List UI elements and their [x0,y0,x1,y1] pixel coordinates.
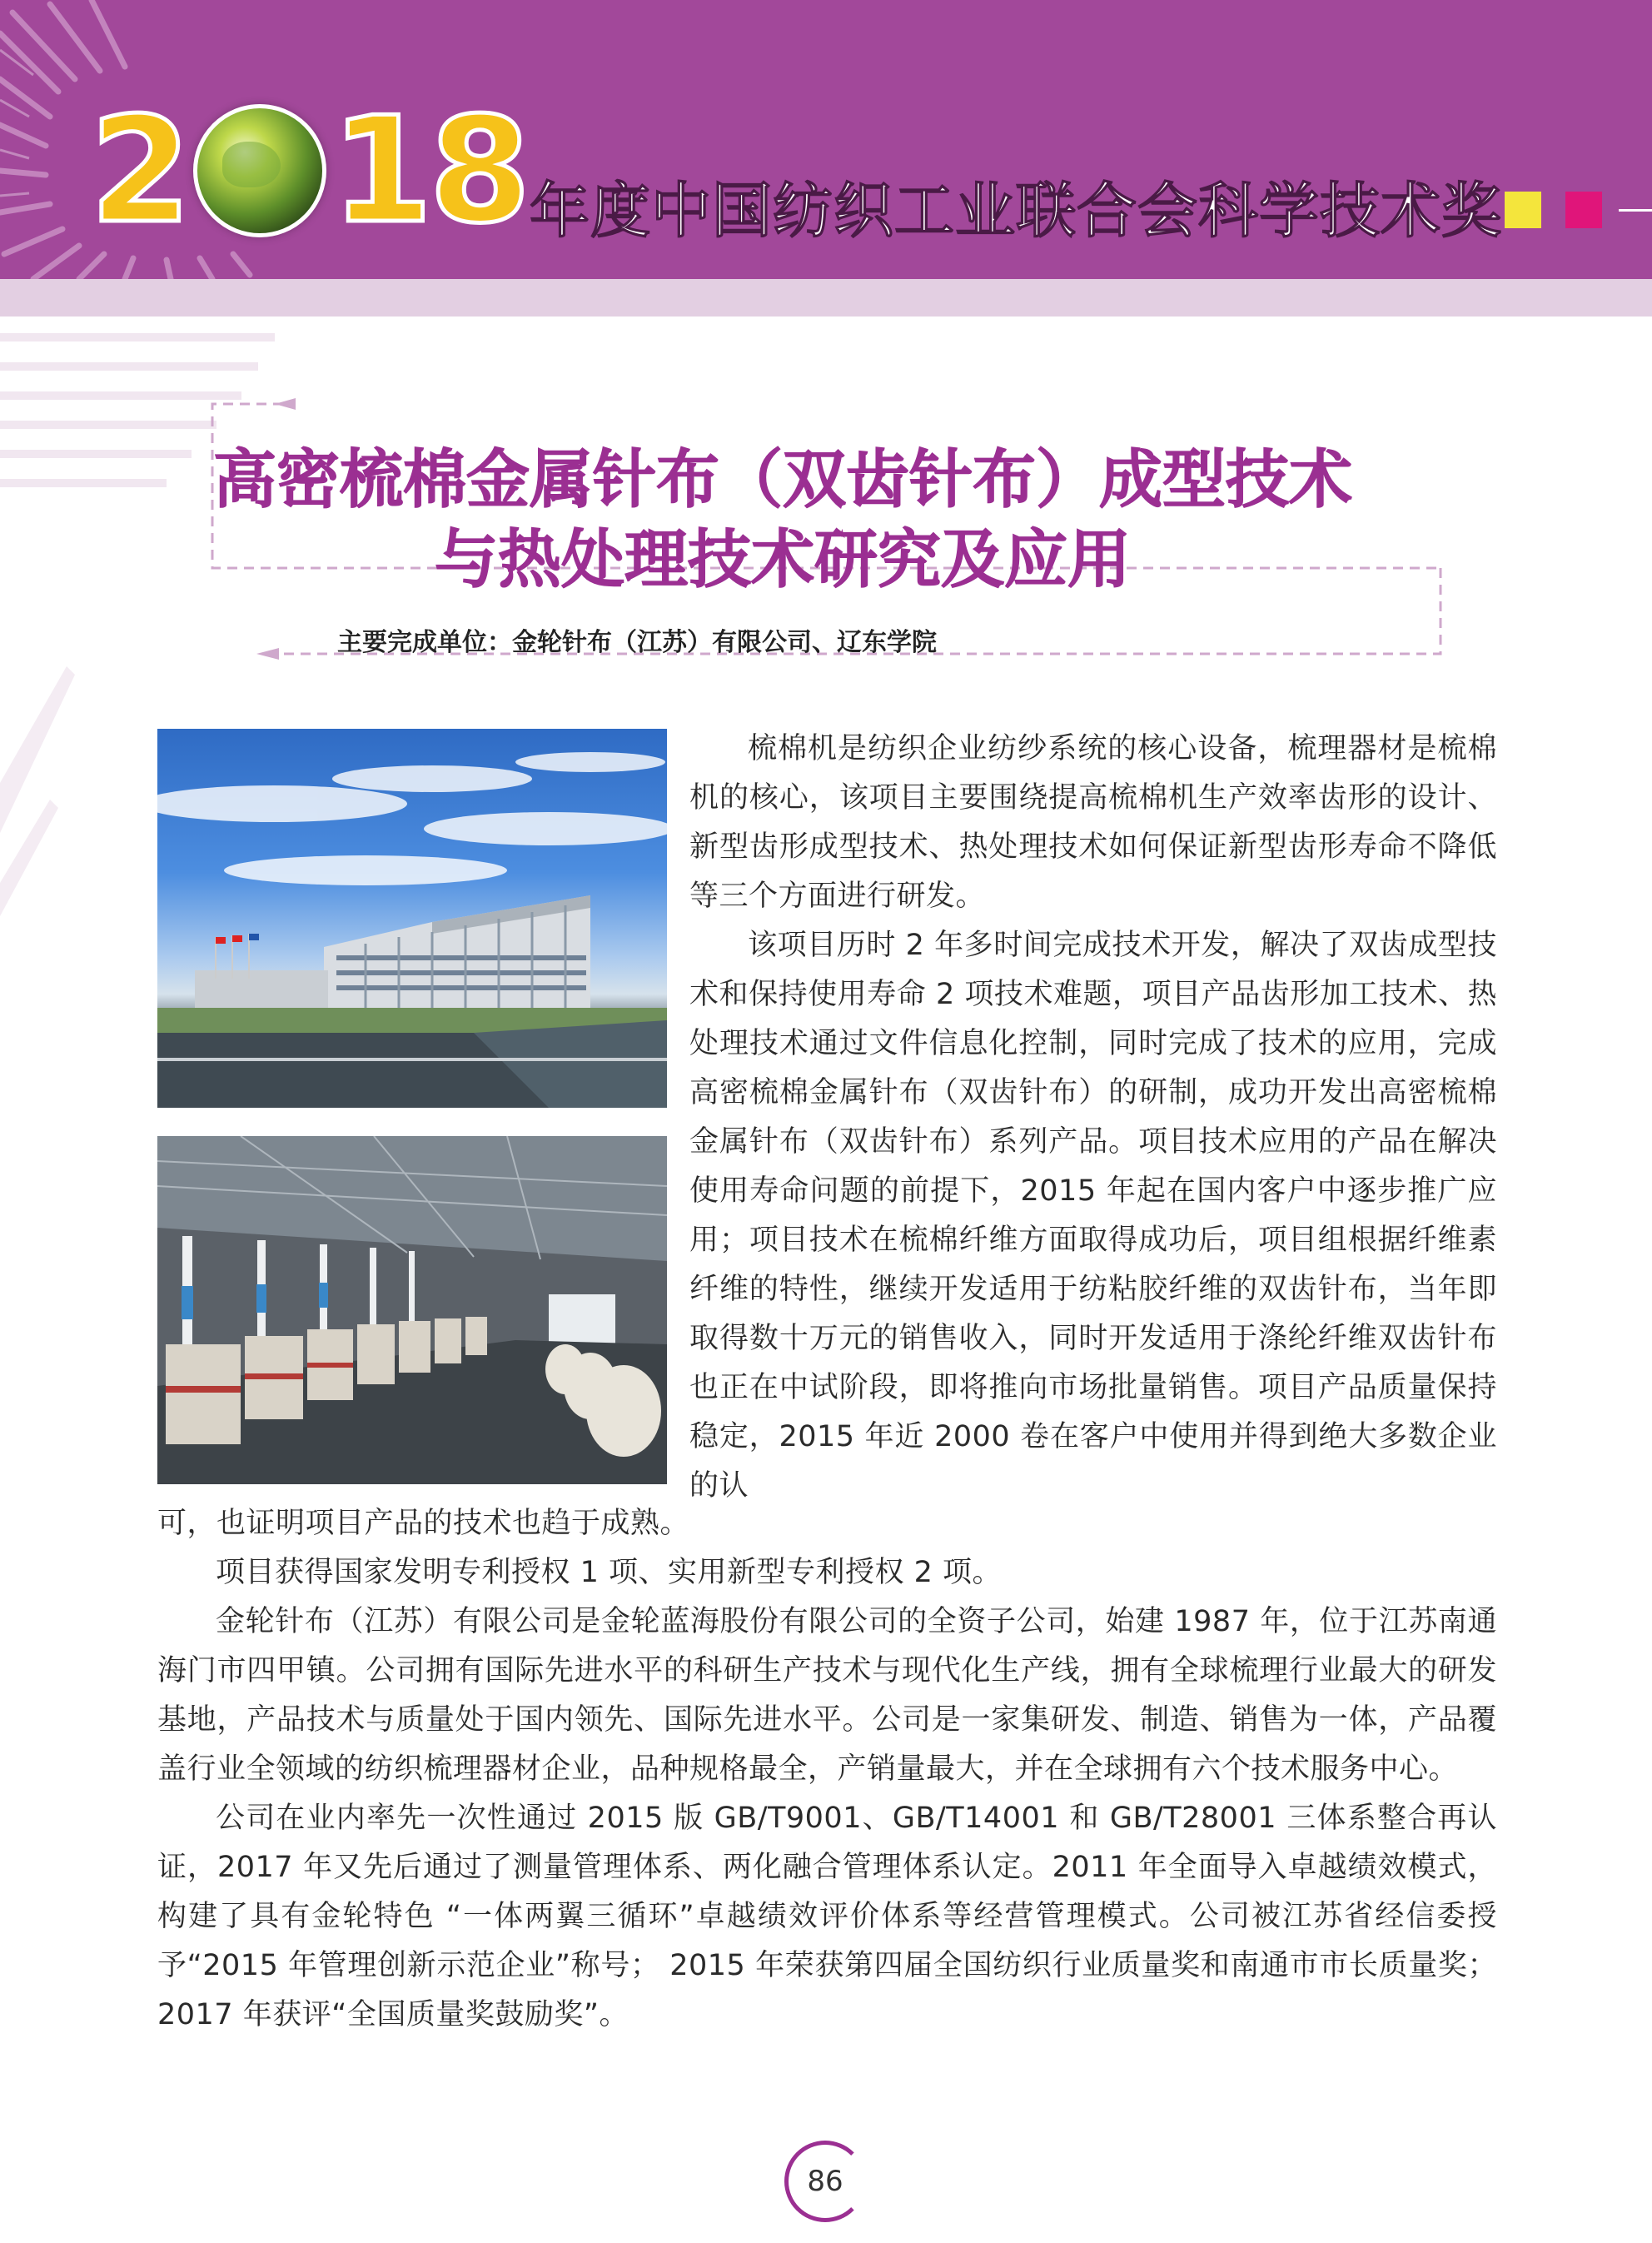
paragraph-3: 项目获得国家发明专利授权 1 项、实用新型专利授权 2 项。 [216,1556,1003,1589]
paragraph-5: 公司在业内率先一次性通过 2015 版 GB/T9001、GB/T14001 和 GB/T28001 三体系整合再认证，2017 年又先后通过了测量管理体系、两化融合管理体系认定。2011 年全面导入卓越绩效模式，构建了具有金轮特色 “一体两翼三循环”卓越绩效评价体系等经营管理模式。公司被江苏省经信委授予“2015 年管理创新示范企业”称号； 2015 年荣获第四届全国纺织行业质量奖和南通市市长质量奖；2017 年获评“全国质量奖鼓励奖”。 [157,1802,1497,2031]
year-logo [90,86,528,256]
globe-icon [193,104,326,237]
paragraph-2-continued: 可，也证明项目产品的技术也趋于成熟。 [157,1507,690,1540]
year-digit-2: 2 [90,86,188,256]
banner-line-decoration [1619,209,1652,212]
building-illustration [157,729,667,1108]
magenta-square-decoration [1565,192,1602,228]
header-banner [0,0,1652,279]
completion-units: 主要完成单位：金轮针布（江苏）有限公司、辽东学院 [337,628,937,657]
article-title-line1: 高密梳棉金属针布（双齿针布）成型技术 [213,442,1352,516]
paragraph-4: 金轮针布（江苏）有限公司是金轮蓝海股份有限公司的全资子公司，始建 1987 年，位于江苏南通海门市四甲镇。公司拥有国际先进水平的科研生产技术与现代化生产线，拥有全球梳理行业最大的研发基地，产品技术与质量处于国内领先、国际先进水平。公司是一家集研发、制造、销售为一体，产品覆盖行业全领域的纺织梳理器材企业，品种规格最全，产销量最大，并在全球拥有六个技术服务中心。 [157,1605,1497,1786]
banner-band [0,279,1652,317]
paragraph-1: 梳棉机是纺织企业纺纱系统的核心设备，梳理器材是梳棉机的核心，该项目主要围绕提高梳棉机生产效率齿形的设计、新型齿形成型技术、热处理技术如何保证新型齿形寿命不降低等三个方面进行研发。 [689,732,1497,913]
paragraph-2: 该项目历时 2 年多时间完成技术开发，解决了双齿成型技术和保持使用寿命 2 项技术难题，项目产品齿形加工技术、热处理技术通过文件信息化控制，同时完成了技术的应用，完成高密梳棉金属针布（双齿针布）的研制，成功开发出高密梳棉金属针布（双齿针布）系列产品。项目技术应用的产品在解决使用寿命问题的前提下，2015 年起在国内客户中逐步推广应用；项目技术在梳棉纤维方面取得成功后，项目组根据纤维素纤维的特性，继续开发适用于纺粘胶纤维的双齿针布，当年即取得数十万元的销售收入，同时开发适用于涤纶纤维双齿针布也正在中试阶段，即将推向市场批量销售。项目产品质量保持稳定，2015 年近 2000 卷在客户中使用并得到绝大多数企业的认 [689,929,1497,1503]
body-right-column [689,725,1497,1511]
article-title [133,440,1432,600]
factory-photo [157,1136,667,1484]
building-photo [157,729,667,1108]
year-digit-18: 18 [331,86,528,256]
article-title-line2: 与热处理技术研究及应用 [435,522,1131,596]
banner-title: 年度中国纺织工业联合会科学技术奖 [530,176,1503,246]
page-number: 86 [784,2141,866,2222]
body-full-width [157,1499,1497,2040]
factory-illustration [157,1136,667,1484]
yellow-square-decoration [1505,192,1541,228]
